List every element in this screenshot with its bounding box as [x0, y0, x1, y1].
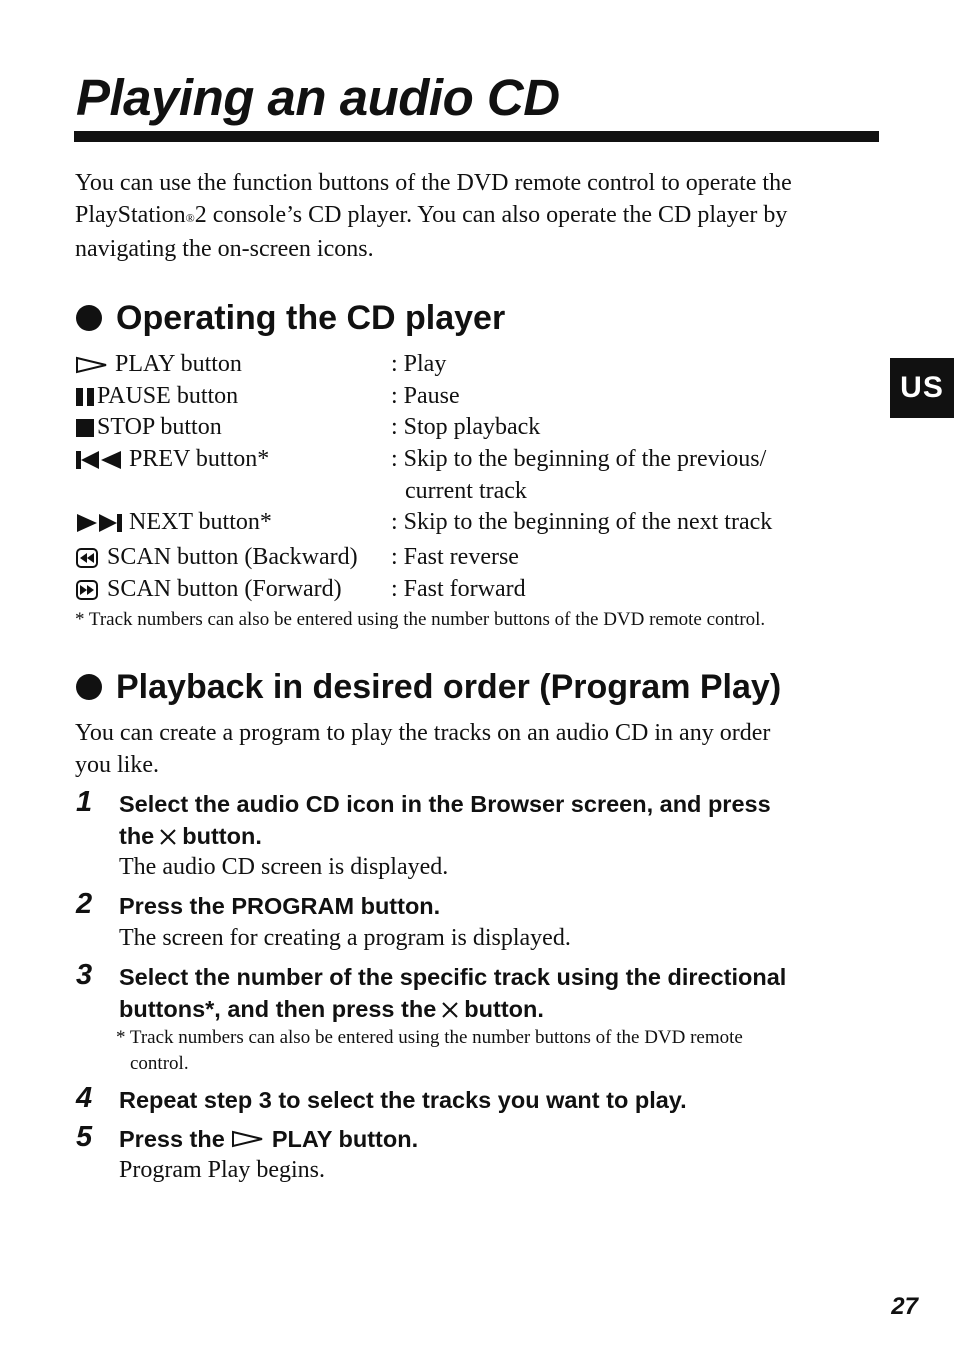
play-outline-icon [75, 356, 109, 374]
play-outline-icon [231, 1130, 265, 1148]
step-number: 5 [76, 1121, 93, 1153]
control-description: : Play [391, 351, 447, 377]
step-note: * Track numbers can also be entered using the number buttons of the DVD remote control. [116, 1027, 743, 1074]
step-number: 2 [76, 888, 93, 920]
control-label: PREV button* [129, 446, 270, 472]
control-label: PAUSE button [97, 383, 239, 409]
control-description: : Stop playback [391, 414, 541, 440]
control-label: PLAY button [115, 351, 242, 377]
step-number: 3 [76, 959, 93, 991]
control-label: NEXT button* [129, 509, 272, 535]
control-description: : Fast reverse [391, 544, 519, 570]
prev-track-icon [75, 450, 123, 470]
region-tab: US [890, 358, 954, 418]
control-label: SCAN button (Backward) [107, 544, 358, 570]
program-intro-line: You can create a program to play the tracks on an audio CD in any order [75, 720, 771, 746]
step-result: The screen for creating a program is displayed. [119, 925, 571, 951]
operating-footnote: * Track numbers can also be entered using the number buttons of the DVD remote control. [75, 609, 766, 630]
section-heading-operating [76, 298, 505, 338]
step-heading: Repeat step 3 to select the tracks you want to play. [119, 1087, 687, 1113]
brand-name: PlayStation [75, 201, 186, 228]
control-description: : Skip to the beginning of the previous/ current track [391, 446, 767, 504]
control-description: : Fast forward [391, 576, 526, 602]
control-label: STOP button [97, 414, 222, 440]
page-title: Playing an audio CD [76, 69, 560, 126]
step-heading: Select the audio CD icon in the Browser screen, and press the button. [119, 791, 771, 849]
cross-button-icon [159, 828, 177, 846]
intro-line [75, 200, 875, 235]
step-heading: Select the number of the specific track using the directional buttons*, and then press the button. [119, 964, 787, 1022]
step-number: 4 [76, 1082, 93, 1114]
section-heading-text: Operating the CD player [116, 299, 506, 337]
cross-button-icon [441, 1001, 459, 1019]
section-bullet-icon [76, 674, 102, 700]
step-heading: Press the PROGRAM button. [119, 893, 441, 919]
section-heading-program [76, 667, 781, 707]
program-intro [75, 718, 875, 781]
stop-icon [75, 418, 97, 438]
intro-line-text: 2 console’s CD player. You can also operate the CD player by [194, 201, 788, 228]
intro-line: You can use the function buttons of the DVD remote control to operate the [75, 170, 792, 196]
scan-forward-icon [75, 579, 101, 601]
page-number: 27 [891, 1293, 918, 1320]
program-intro-line: you like. [75, 751, 159, 778]
intro-paragraph [75, 168, 875, 266]
step-result: The audio CD screen is displayed. [119, 854, 449, 880]
title-rule [74, 131, 879, 142]
step-result: Program Play begins. [119, 1157, 325, 1183]
intro-line: navigating the on-screen icons. [75, 236, 374, 262]
control-description: : Pause [391, 383, 460, 409]
section-bullet-icon [76, 305, 102, 331]
pause-icon [75, 387, 97, 407]
control-description: : Skip to the beginning of the next track [391, 509, 773, 535]
scan-backward-icon [75, 547, 101, 569]
next-track-icon [75, 513, 123, 533]
step-number: 1 [76, 786, 93, 818]
registered-mark: ® [185, 210, 195, 225]
control-label: SCAN button (Forward) [107, 576, 342, 602]
step-heading: Press the PLAY button. [119, 1126, 419, 1152]
section-heading-text: Playback in desired order (Program Play) [116, 668, 782, 706]
